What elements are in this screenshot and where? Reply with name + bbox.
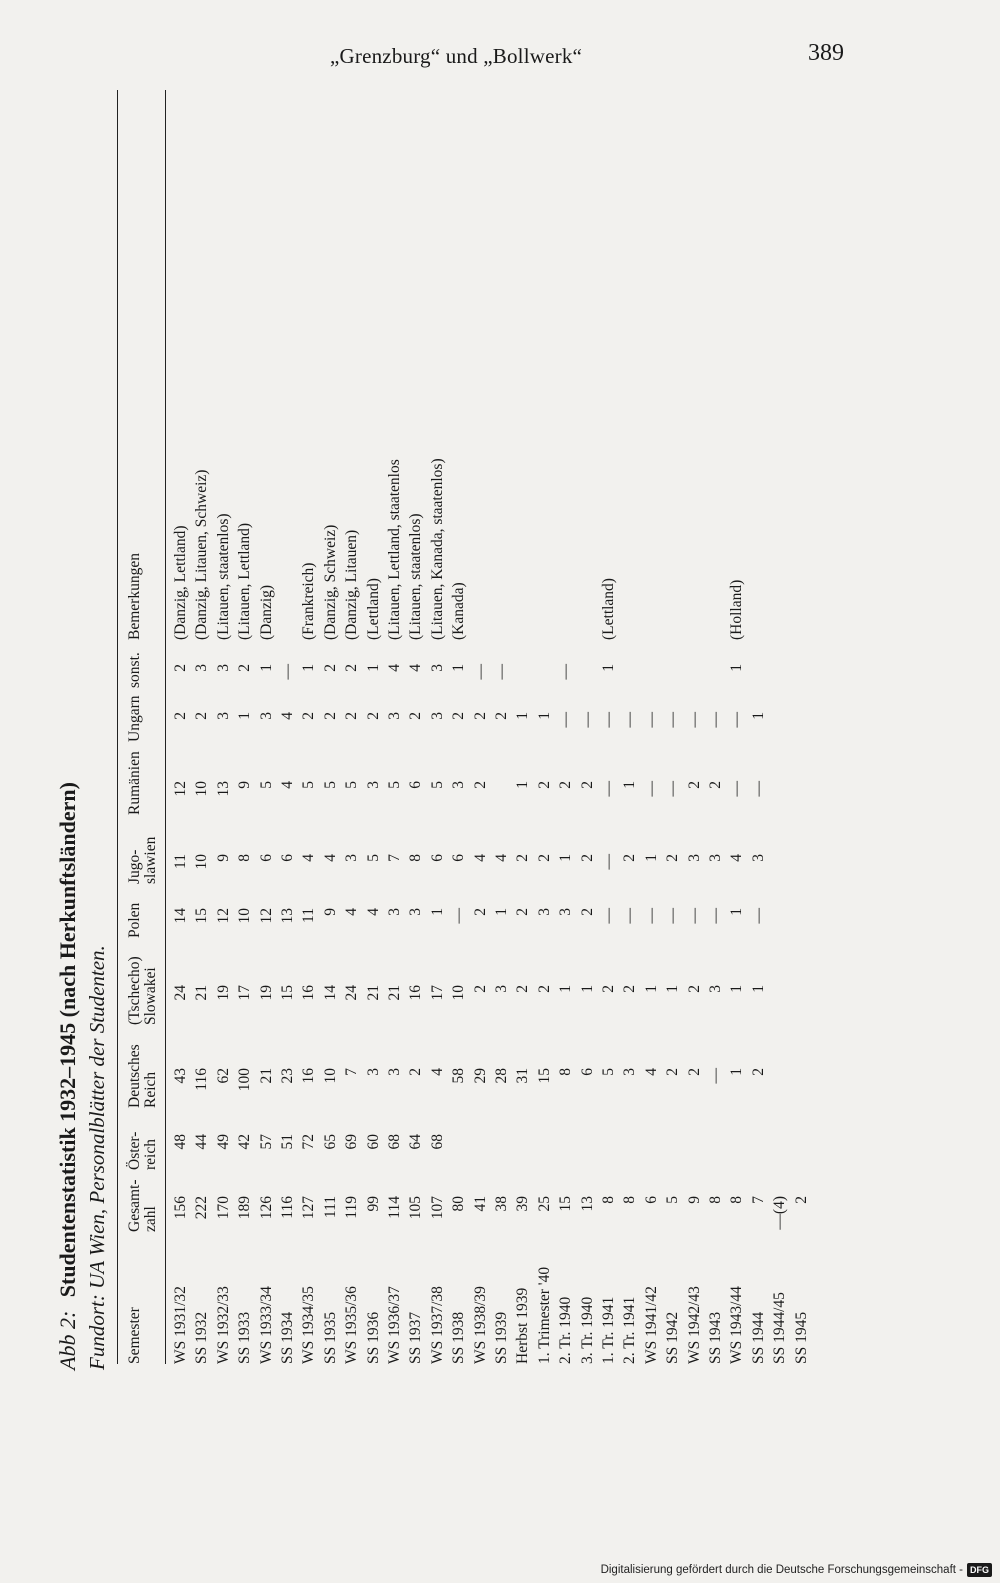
cell-german-reich: 10	[321, 1068, 339, 1084]
table-top-rule	[117, 90, 118, 1364]
cell-semester: WS 1936/37	[386, 1286, 403, 1364]
cell-german-reich: 16	[300, 1068, 318, 1084]
figure-caption	[55, 782, 81, 1370]
cell-romania: 5	[257, 781, 275, 789]
cell-yugoslavia: 4	[300, 854, 318, 862]
header-total: Gesamt- zahl	[126, 1179, 159, 1232]
cell-poland: 3	[557, 908, 575, 916]
rotated-table-figure	[55, 90, 810, 1370]
cell-poland: 4	[343, 908, 361, 916]
cell-semester: SS 1938	[450, 1311, 468, 1364]
cell-poland: —	[621, 908, 639, 924]
cell-german-reich: 2	[664, 1068, 682, 1076]
cell-czechoslovakia: 21	[364, 985, 382, 1001]
cell-czechoslovakia: 2	[685, 985, 703, 993]
cell-german-reich: 5	[600, 1068, 617, 1076]
cell-romania: —	[600, 781, 617, 797]
cell-czechoslovakia: 17	[236, 985, 254, 1001]
cell-remarks: (Litauen, Lettland, staatenlos	[386, 459, 403, 640]
cell-total: 6	[642, 1196, 660, 1204]
cell-hungary: 1	[514, 712, 532, 720]
cell-yugoslavia: 6	[257, 854, 275, 862]
digitization-footer	[601, 1563, 992, 1577]
cell-romania: 1	[621, 781, 639, 789]
cell-german-reich: 15	[535, 1068, 553, 1084]
cell-hungary: 3	[428, 712, 446, 720]
cell-other: 1	[300, 664, 318, 672]
cell-romania: 2	[707, 781, 724, 789]
cell-semester: SS 1944/45	[771, 1292, 789, 1364]
cell-austria: 64	[407, 1134, 425, 1150]
cell-hungary: 2	[450, 712, 468, 720]
cell-yugoslavia: 8	[236, 854, 254, 862]
cell-other: 1	[450, 664, 468, 672]
cell-austria: 68	[428, 1134, 446, 1150]
cell-german-reich: 31	[514, 1068, 532, 1084]
cell-other: 1	[364, 664, 382, 672]
cell-czechoslovakia: 16	[407, 985, 425, 1001]
cell-semester: SS 1939	[493, 1311, 510, 1364]
cell-romania: —	[642, 781, 660, 797]
cell-total: 8	[621, 1196, 639, 1204]
cell-poland: 1	[728, 908, 746, 916]
cell-romania: 5	[386, 781, 403, 789]
cell-czechoslovakia: 10	[450, 985, 468, 1001]
cell-romania: 2	[471, 781, 489, 789]
cell-other: 3	[193, 664, 211, 672]
cell-semester: WS 1938/39	[471, 1286, 489, 1364]
cell-poland: —	[685, 908, 703, 924]
cell-semester: SS 1932	[193, 1311, 211, 1364]
cell-semester: 1. Trimester '40	[535, 1266, 553, 1364]
cell-other: 3	[214, 664, 232, 672]
cell-hungary: 3	[257, 712, 275, 720]
cell-romania: 6	[407, 781, 425, 789]
cell-czechoslovakia: 24	[343, 985, 361, 1001]
cell-poland: 3	[407, 908, 425, 916]
cell-romania: 2	[578, 781, 596, 789]
cell-hungary: —	[707, 712, 724, 728]
cell-other: 2	[343, 664, 361, 672]
cell-romania: 9	[236, 781, 254, 789]
cell-total: 107	[428, 1196, 446, 1220]
cell-austria: 44	[193, 1134, 211, 1150]
cell-poland: 4	[364, 908, 382, 916]
header-poland: Polen	[126, 902, 143, 938]
source-note: Fundort: UA Wien, Personalblätter der Studenten.	[85, 945, 109, 1370]
cell-czechoslovakia: 21	[193, 985, 211, 1001]
cell-poland: 10	[236, 908, 254, 924]
cell-czechoslovakia: 21	[386, 985, 403, 1001]
cell-remarks: (Litauen, Kanada, staatenlos)	[428, 458, 446, 640]
cell-other: —	[493, 664, 510, 680]
cell-total: 15	[557, 1196, 575, 1212]
cell-remarks: (Frankreich)	[300, 562, 318, 640]
cell-hungary: 3	[386, 712, 403, 720]
cell-semester: WS 1934/35	[300, 1286, 318, 1364]
cell-german-reich: 116	[193, 1068, 211, 1091]
cell-romania: —	[728, 781, 746, 797]
cell-yugoslavia: 3	[685, 854, 703, 862]
cell-german-reich: 28	[493, 1068, 510, 1084]
cell-remarks: (Litauen, staatenlos)	[407, 513, 425, 640]
cell-czechoslovakia: 3	[493, 985, 510, 993]
cell-german-reich: —	[707, 1068, 724, 1084]
cell-german-reich: 8	[557, 1068, 575, 1076]
cell-other: 4	[407, 664, 425, 672]
cell-yugoslavia: 5	[364, 854, 382, 862]
student-statistics-table	[117, 90, 810, 1370]
cell-semester: SS 1936	[364, 1311, 382, 1364]
cell-romania: 2	[557, 781, 575, 789]
cell-total: 9	[685, 1196, 703, 1204]
footer-text: Digitalisierung gefördert durch die Deutsche Forschungsgemeinschaft -	[600, 1564, 963, 1576]
cell-german-reich: 7	[343, 1068, 361, 1076]
header-yugoslavia: Jugo- slawien	[126, 836, 159, 884]
cell-semester: WS 1932/33	[214, 1286, 232, 1364]
cell-semester: SS 1934	[279, 1311, 296, 1364]
cell-german-reich: 100	[236, 1068, 254, 1092]
cell-romania: 12	[172, 781, 189, 797]
cell-total: 13	[578, 1196, 596, 1212]
cell-hungary: —	[600, 712, 617, 728]
cell-austria: 57	[257, 1134, 275, 1150]
cell-czechoslovakia: 2	[471, 985, 489, 993]
cell-hungary: 2	[407, 712, 425, 720]
cell-german-reich: 43	[172, 1068, 189, 1084]
cell-semester: WS 1931/32	[172, 1286, 189, 1364]
cell-czechoslovakia: 1	[557, 985, 575, 993]
cell-remarks: (Litauen, staatenlos)	[214, 513, 232, 640]
header-remarks: Bemerkungen	[126, 553, 143, 640]
cell-czechoslovakia: 1	[664, 985, 682, 993]
cell-total: 5	[664, 1196, 682, 1204]
cell-german-reich: 23	[279, 1068, 296, 1084]
cell-czechoslovakia: 19	[257, 985, 275, 1001]
cell-hungary: 2	[321, 712, 339, 720]
cell-yugoslavia: 4	[471, 854, 489, 862]
cell-total: 25	[535, 1196, 553, 1212]
cell-romania: 5	[321, 781, 339, 789]
cell-yugoslavia: 9	[214, 854, 232, 862]
cell-remarks: (Lettland)	[600, 578, 617, 640]
cell-semester: WS 1935/36	[343, 1286, 361, 1364]
cell-total: 156	[172, 1196, 189, 1220]
cell-remarks: (Danzig)	[257, 584, 275, 640]
cell-yugoslavia: 4	[493, 854, 510, 862]
cell-total: 116	[279, 1196, 296, 1219]
cell-yugoslavia: 2	[535, 854, 553, 862]
cell-yugoslavia: 2	[621, 854, 639, 862]
cell-czechoslovakia: 19	[214, 985, 232, 1001]
cell-austria: 48	[172, 1134, 189, 1150]
cell-hungary: —	[664, 712, 682, 728]
cell-hungary: 2	[471, 712, 489, 720]
dfg-logo: DFG	[967, 1563, 992, 1577]
cell-total: 222	[193, 1196, 211, 1220]
cell-poland: 2	[471, 908, 489, 916]
cell-total: 114	[386, 1196, 403, 1219]
cell-german-reich: 2	[685, 1068, 703, 1076]
cell-hungary: 3	[214, 712, 232, 720]
cell-other: 1	[257, 664, 275, 672]
cell-hungary: —	[578, 712, 596, 728]
cell-yugoslavia: 4	[728, 854, 746, 862]
cell-austria: 49	[214, 1134, 232, 1150]
cell-czechoslovakia: 14	[321, 985, 339, 1001]
cell-czechoslovakia: 15	[279, 985, 296, 1001]
cell-poland: 13	[279, 908, 296, 924]
cell-semester: SS 1945	[792, 1311, 810, 1364]
caption-title: Studentenstatistik 1932–1945 (nach Herkunftsländern)	[55, 782, 80, 1298]
cell-hungary: 1	[535, 712, 553, 720]
cell-other: —	[471, 664, 489, 680]
cell-czechoslovakia: 2	[621, 985, 639, 993]
cell-romania: 2	[685, 781, 703, 789]
cell-poland: 3	[535, 908, 553, 916]
cell-total: 189	[236, 1196, 254, 1220]
cell-other: 2	[321, 664, 339, 672]
cell-hungary: 2	[300, 712, 318, 720]
cell-total: 126	[257, 1196, 275, 1220]
cell-poland: —	[600, 908, 617, 924]
cell-austria: 72	[300, 1134, 318, 1150]
cell-austria: 60	[364, 1134, 382, 1150]
header-german-reich: Deutsches Reich	[126, 1044, 159, 1108]
cell-poland: 14	[172, 908, 189, 924]
cell-german-reich: 3	[621, 1068, 639, 1076]
cell-poland: 3	[386, 908, 403, 916]
cell-semester: 3. Tr. 1940	[578, 1296, 596, 1364]
cell-austria: 51	[279, 1134, 296, 1150]
cell-total: 111	[321, 1196, 339, 1219]
cell-total: 8	[707, 1196, 724, 1204]
cell-romania: 13	[214, 781, 232, 797]
cell-yugoslavia: 2	[664, 854, 682, 862]
cell-czechoslovakia: 16	[300, 985, 318, 1001]
header-hungary: Ungarn	[126, 695, 143, 742]
cell-german-reich: 62	[214, 1068, 232, 1084]
cell-hungary: —	[557, 712, 575, 728]
cell-remarks: (Danzig, Schweiz)	[321, 524, 339, 640]
cell-poland: 1	[428, 908, 446, 916]
cell-yugoslavia: 3	[343, 854, 361, 862]
cell-other: 3	[428, 664, 446, 672]
cell-hungary: 2	[193, 712, 211, 720]
cell-total: 127	[300, 1196, 318, 1220]
cell-romania: 1	[514, 781, 532, 789]
cell-hungary: —	[685, 712, 703, 728]
cell-hungary: —	[642, 712, 660, 728]
cell-hungary: 4	[279, 712, 296, 720]
caption-label: Abb 2:	[55, 1310, 80, 1370]
cell-yugoslavia: 6	[428, 854, 446, 862]
cell-semester: WS 1937/38	[428, 1286, 446, 1364]
cell-czechoslovakia: 2	[600, 985, 617, 993]
cell-poland: —	[664, 908, 682, 924]
cell-poland: —	[450, 908, 468, 924]
cell-german-reich: 58	[450, 1068, 468, 1084]
cell-total: 119	[343, 1196, 361, 1219]
cell-yugoslavia: 6	[279, 854, 296, 862]
header-czechoslovakia: (Tschecho) Slowakei	[126, 956, 159, 1025]
cell-semester: SS 1937	[407, 1311, 425, 1364]
cell-german-reich: 4	[642, 1068, 660, 1076]
cell-poland: 2	[514, 908, 532, 916]
cell-total: 7	[749, 1196, 767, 1204]
cell-german-reich: 2	[749, 1068, 767, 1076]
cell-czechoslovakia: 3	[707, 985, 724, 993]
cell-yugoslavia: 11	[172, 854, 189, 869]
cell-poland: —	[642, 908, 660, 924]
cell-hungary: 2	[364, 712, 382, 720]
cell-total: 41	[471, 1196, 489, 1212]
cell-total: 38	[493, 1196, 510, 1212]
cell-yugoslavia: —	[600, 854, 617, 870]
cell-semester: SS 1944	[749, 1311, 767, 1364]
cell-austria: 65	[321, 1134, 339, 1150]
cell-yugoslavia: 1	[557, 854, 575, 862]
cell-czechoslovakia: 2	[535, 985, 553, 993]
cell-semester: WS 1943/44	[728, 1286, 746, 1364]
cell-other: 1	[728, 664, 746, 672]
cell-german-reich: 2	[407, 1068, 425, 1076]
cell-german-reich: 1	[728, 1068, 746, 1076]
cell-romania: 5	[428, 781, 446, 789]
cell-austria: 69	[343, 1134, 361, 1150]
header-rule	[165, 90, 166, 1364]
cell-german-reich: 3	[386, 1068, 403, 1076]
cell-hungary: 2	[493, 712, 510, 720]
cell-yugoslavia: 4	[321, 854, 339, 862]
cell-other: 2	[172, 664, 189, 672]
page-number: 389	[808, 40, 844, 66]
cell-czechoslovakia: 24	[172, 985, 189, 1001]
cell-german-reich: 4	[428, 1068, 446, 1076]
cell-total: 99	[364, 1196, 382, 1212]
cell-austria: 68	[386, 1134, 403, 1150]
cell-semester: SS 1943	[707, 1311, 724, 1364]
cell-yugoslavia: 3	[707, 854, 724, 862]
cell-remarks: (Litauen, Lettland)	[236, 522, 254, 640]
header-austria: Öster- reich	[126, 1131, 159, 1170]
cell-semester: WS 1942/43	[685, 1286, 703, 1364]
cell-yugoslavia: 7	[386, 854, 403, 862]
cell-total: 2	[792, 1196, 810, 1204]
cell-romania: 4	[279, 781, 296, 789]
cell-romania: —	[749, 781, 767, 797]
cell-poland: 11	[300, 908, 318, 923]
header-other: sonst.	[126, 652, 143, 688]
cell-other: —	[557, 664, 575, 680]
cell-czechoslovakia: 2	[514, 985, 532, 993]
cell-hungary: 2	[172, 712, 189, 720]
cell-yugoslavia: 1	[642, 854, 660, 862]
cell-semester: 1. Tr. 1941	[600, 1296, 617, 1364]
cell-austria: 42	[236, 1134, 254, 1150]
cell-remarks: (Holland)	[728, 579, 746, 640]
cell-yugoslavia: 8	[407, 854, 425, 862]
cell-other: 4	[386, 664, 403, 672]
cell-yugoslavia: 10	[193, 854, 211, 870]
cell-romania: 3	[450, 781, 468, 789]
header-semester: Semester	[126, 1307, 143, 1364]
rotated-content	[55, 90, 810, 1370]
cell-semester: WS 1933/34	[257, 1286, 275, 1364]
cell-yugoslavia: 6	[450, 854, 468, 862]
cell-romania: 5	[300, 781, 318, 789]
cell-remarks: (Danzig, Litauen, Schweiz)	[193, 469, 211, 640]
cell-poland: 12	[214, 908, 232, 924]
cell-semester: WS 1941/42	[642, 1286, 660, 1364]
cell-semester: 2. Tr. 1941	[621, 1296, 639, 1364]
cell-romania: 5	[343, 781, 361, 789]
cell-total: 80	[450, 1196, 468, 1212]
header-romania: Rumänien	[126, 751, 143, 815]
cell-total: 8	[728, 1196, 746, 1204]
cell-poland: 2	[578, 908, 596, 916]
cell-other: 2	[236, 664, 254, 672]
cell-hungary: 1	[236, 712, 254, 720]
cell-semester: SS 1933	[236, 1311, 254, 1364]
cell-poland: 9	[321, 908, 339, 916]
cell-poland: 15	[193, 908, 211, 924]
cell-remarks: (Lettland)	[364, 578, 382, 640]
cell-total: 170	[214, 1196, 232, 1220]
cell-poland: —	[707, 908, 724, 924]
cell-romania: 3	[364, 781, 382, 789]
cell-german-reich: 29	[471, 1068, 489, 1084]
cell-poland: 12	[257, 908, 275, 924]
cell-remarks: (Danzig, Litauen)	[343, 529, 361, 640]
cell-other: 1	[600, 664, 617, 672]
cell-remarks: (Kanada)	[450, 582, 468, 640]
cell-czechoslovakia: 1	[749, 985, 767, 993]
cell-semester: Herbst 1939	[514, 1287, 532, 1364]
cell-romania: 10	[193, 781, 211, 797]
cell-czechoslovakia: 17	[428, 985, 446, 1001]
cell-total: 39	[514, 1196, 532, 1212]
cell-hungary: 1	[749, 712, 767, 720]
cell-hungary: 2	[343, 712, 361, 720]
cell-czechoslovakia: 1	[642, 985, 660, 993]
cell-semester: SS 1935	[321, 1311, 339, 1364]
cell-german-reich: 3	[364, 1068, 382, 1076]
cell-romania: 2	[535, 781, 553, 789]
cell-yugoslavia: 2	[578, 854, 596, 862]
cell-hungary: —	[728, 712, 746, 728]
cell-romania: —	[664, 781, 682, 797]
cell-german-reich: 6	[578, 1068, 596, 1076]
cell-poland: —	[749, 908, 767, 924]
cell-hungary: —	[621, 712, 639, 728]
cell-semester: 2. Tr. 1940	[557, 1296, 575, 1364]
cell-german-reich: 21	[257, 1068, 275, 1084]
cell-remarks: (Danzig, Lettland)	[172, 525, 189, 640]
cell-total: 105	[407, 1196, 425, 1220]
cell-semester: SS 1942	[664, 1311, 682, 1364]
cell-yugoslavia: 3	[749, 854, 767, 862]
cell-poland: 1	[493, 908, 510, 916]
running-head: „Grenzburg“ und „Bollwerk“	[330, 44, 583, 68]
cell-yugoslavia: 2	[514, 854, 532, 862]
cell-czechoslovakia: 1	[728, 985, 746, 993]
cell-other: —	[279, 664, 296, 680]
cell-total: 8	[600, 1196, 617, 1204]
cell-czechoslovakia: 1	[578, 985, 596, 993]
cell-total: —(4)	[771, 1196, 789, 1230]
